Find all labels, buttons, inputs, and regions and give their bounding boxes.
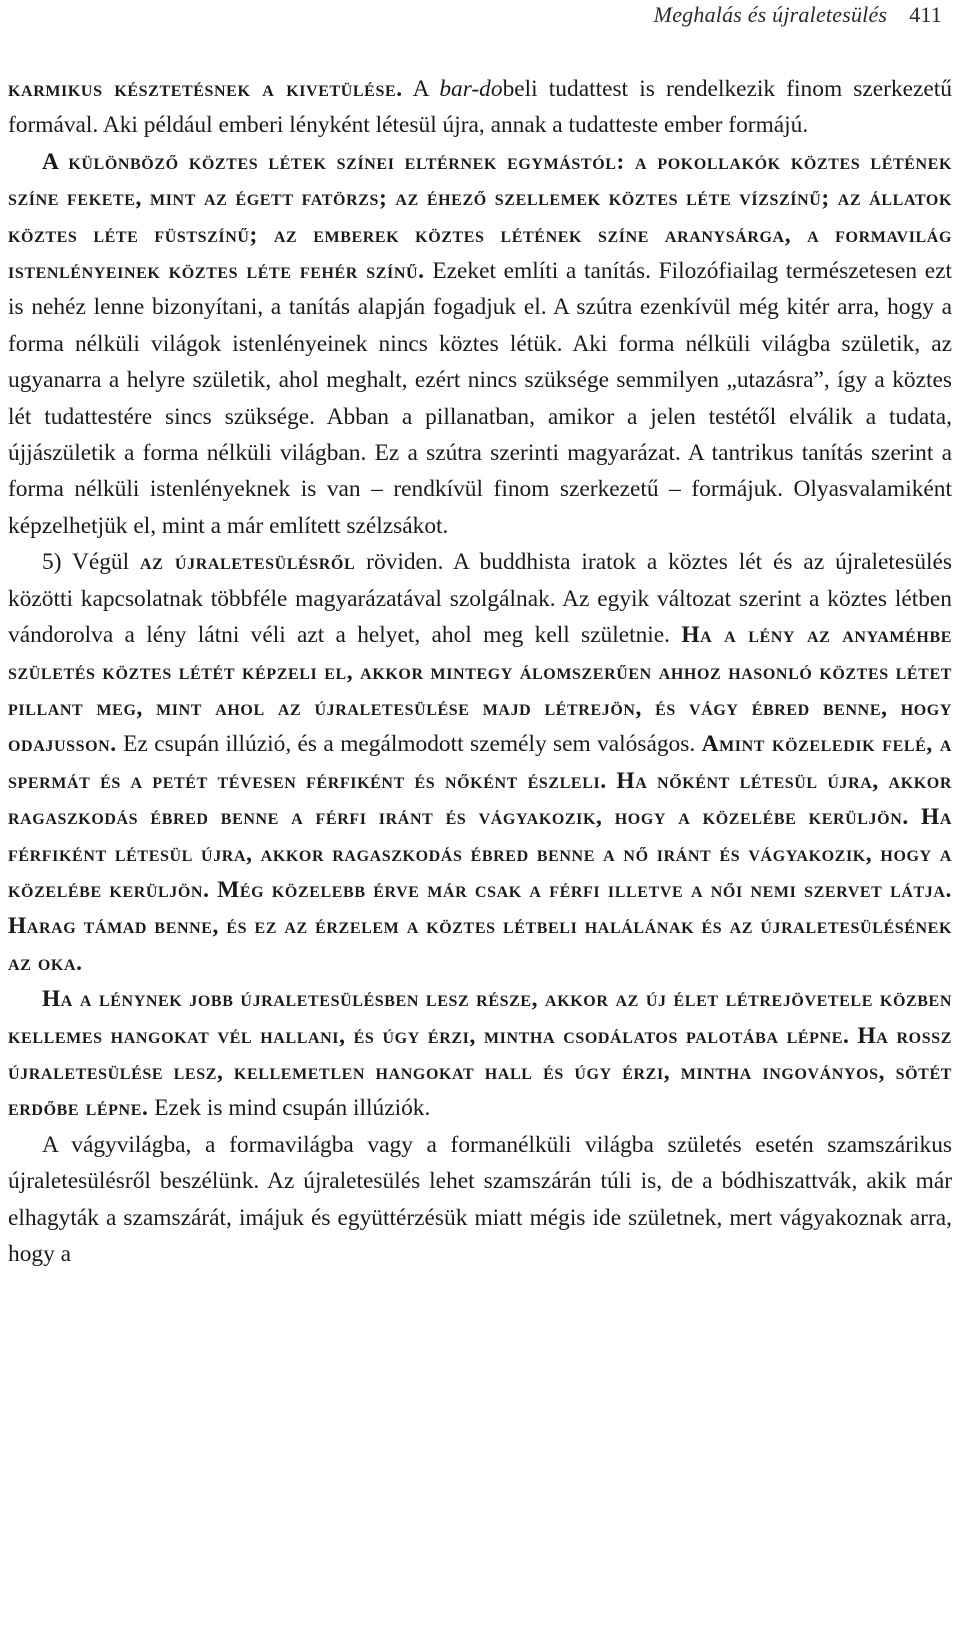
text-run: Ha a lény az anyaméhbe születés köztes létét képzeli el, akkor mintegy álomszerűen ahhoz hasonló köztes létet pillant meg, mint ahol az újraletesülése majd létrejön, és vágy ébred benne, hogy odajusson.	[8, 622, 952, 758]
page-number: 411	[909, 2, 942, 27]
text-run: Ha a lénynek jobb újraletesülésben lesz része, akkor az új élet létrejövetele közben kellemes hangokat vél hallani, és úgy érzi, mintha csodálatos palotába lépne. Ha rossz újraletesülése lesz, kellemetlen hangokat hall és úgy érzi, mintha ingoványos, sötét erdőbe lépne.	[8, 986, 952, 1122]
text-run: 5) Végül	[42, 549, 141, 576]
text-run: röviden. A buddhista iratok a köztes lét és az újraletesülés közötti kapcsolatnak többféle magyarázatával szolgálnak. Az egyik változat szerint a köztes létben vándorolva a lény látni véli azt a helyet, ahol meg kell születnie.	[8, 549, 952, 649]
text-run: Amint közeledik felé, a spermát és a petét tévesen férfiként és nőként észleli. Ha nőként létesül újra, akkor ragaszkodás ébred benne a férfi iránt és vágyakozik, hogy a közelébe kerüljön. Ha férfiként létesül újra, akkor ragaszkodás ébred benne a nő iránt és vágyakozik, hogy a közelébe kerüljön. Még közelebb érve már csak a férfi illetve a női nemi szervet látja. Harag támad benne, és ez az érzelem a köztes létbeli halálának és az újraletesülésének az oka.	[8, 731, 952, 976]
text-run: beli tudattest is rendelkezik finom szerkezetű formával. Aki például emberi lényként létesül újra, annak a tudatteste ember formájú.	[8, 76, 952, 139]
paragraph-5	[8, 1127, 952, 1273]
text-run: A vágyvilágba, a formavilágba vagy a formanélküli világba születés esetén szamszárikus újraletesülésről beszélünk. Az újraletesülés lehet szamszárán túli is, de a bódhiszattvák, akik már elhagyták a szamszárát, imájuk és együttérzésük miatt mégis ide születnek, mert vágyakoznak arra, hogy a	[8, 1131, 952, 1267]
paragraph-1	[8, 71, 952, 144]
text-run: Ez csupán illúzió, és a megálmodott személy sem valóságos.	[116, 731, 702, 758]
text-run: bar-do	[439, 76, 503, 102]
book-page	[8, 0, 952, 1640]
body-text	[8, 71, 952, 1272]
text-run: A	[402, 76, 440, 102]
paragraph-2	[8, 144, 952, 544]
running-title: Meghalás és újraletesülés	[653, 2, 888, 27]
text-run: A különböző köztes létek színei eltérnek egymástól: a pokollakók köztes létének színe fekete, mint az égett fatörzs; az éhező szellemek köztes léte vízszínű; az állatok köztes léte füstszínű; az emberek köztes létének színe aranysárga, a formavilág istenlényeinek köztes léte fehér színű.	[8, 148, 952, 285]
paragraph-3	[8, 544, 952, 981]
text-run: Ezek is mind csupán illúziók.	[148, 1095, 431, 1122]
text-run: karmikus késztetésnek a kivetülése.	[8, 76, 403, 102]
text-run: Ezeket említi a tanítás. Filozófiailag természetesen ezt is nehéz lenne bizonyítani, a tanítás alapján fogadjuk el. A szútra ezenkívül még kitér arra, hogy a forma nélküli világok istenlényeinek nincs köztes létük. Aki forma nélküli világba születik, az ugyanarra a helyre születik, ahol meghalt, ezért nincs szüksége semmilyen „utazásra”, így a köztes lét tudattestére sincs szüksége. Abban a pillanatban, amikor a jelen testétől elválik a tudata, újjászületik a forma nélküli világban. Ez a szútra szerinti magyarázat. A tantrikus tanítás szerint a forma nélküli istenlényeknek is van – rendkívül finom szerkezetű – formájuk. Olyasvalamiként képzelhetjük el, mint a már említett szélzsákot.	[8, 258, 952, 539]
paragraph-4	[8, 981, 952, 1127]
text-run: az újraletesülésről	[140, 549, 356, 576]
running-header	[654, 2, 942, 28]
